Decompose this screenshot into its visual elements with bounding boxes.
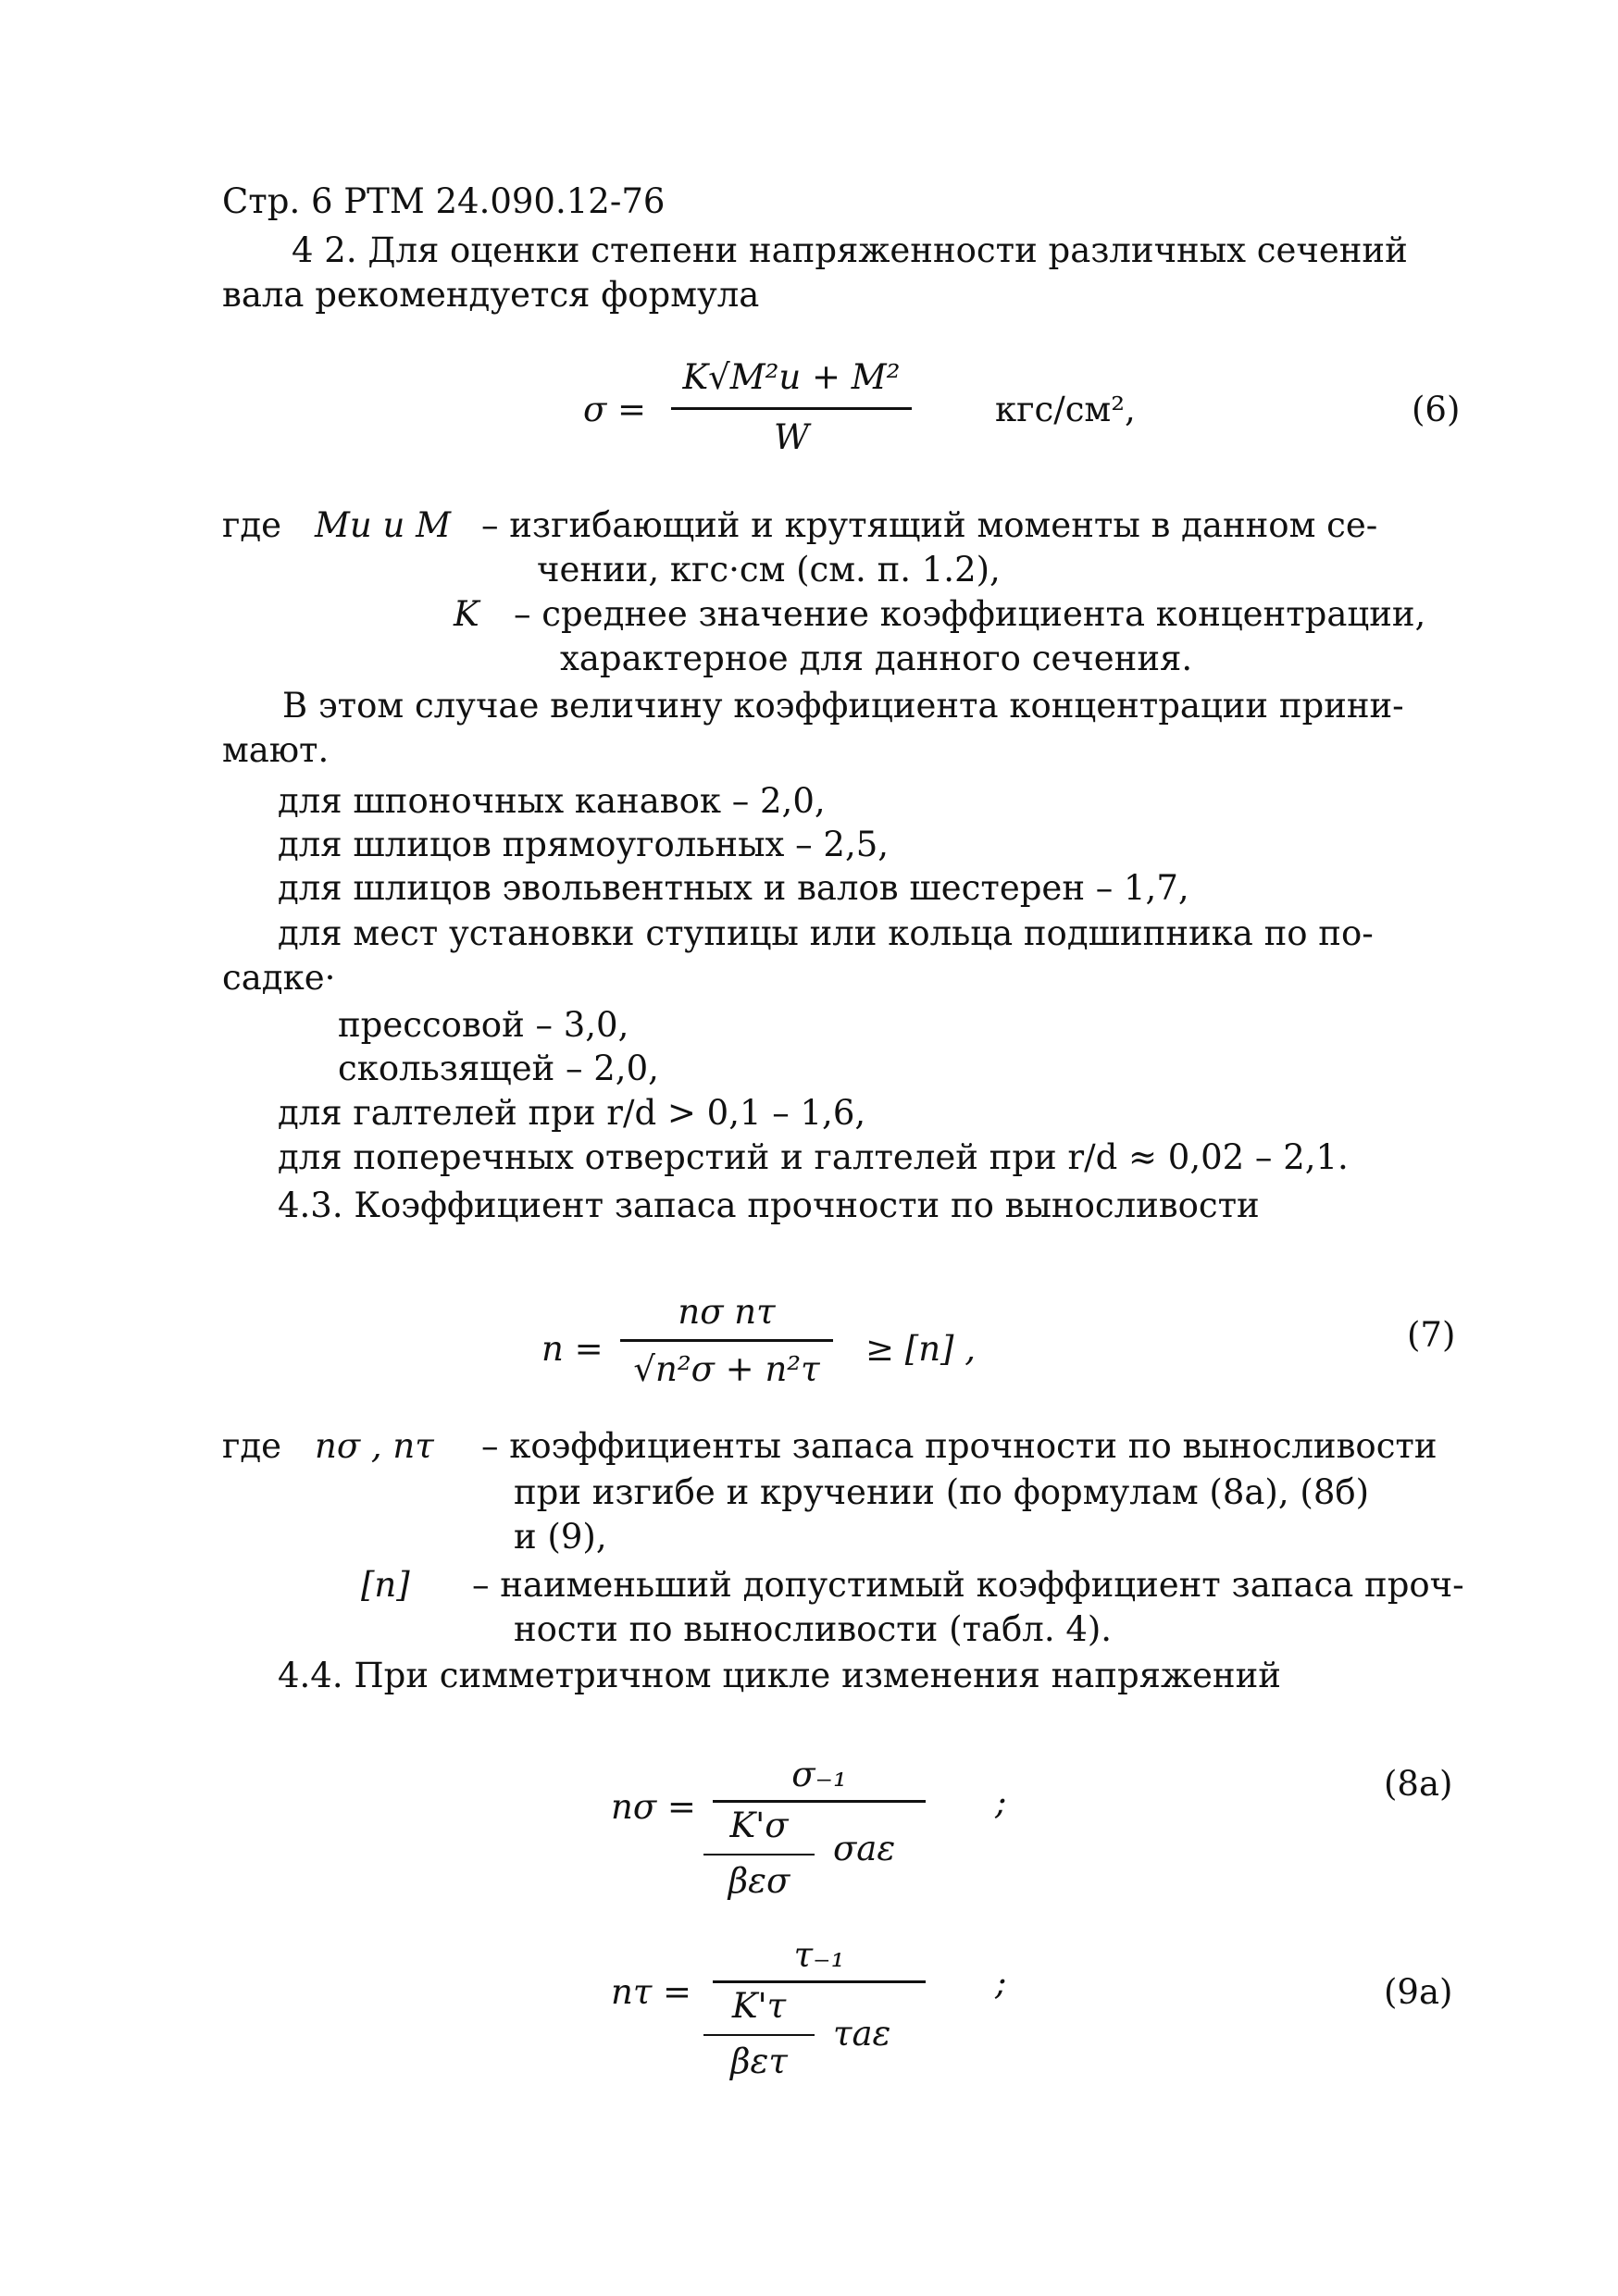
conc-item-8: для поперечных отверстий и галтелей при r/d ≈ 0,02 – 2,1. [278, 1137, 1349, 1177]
conc-item-4a: для мест установки ступицы или кольца подшипника по по- [278, 913, 1374, 953]
page-header: Стр. 6 РТМ 24.090.12-76 [222, 181, 666, 221]
eq8a-semicolon: ; [995, 1782, 1007, 1822]
conc-item-2: для шлицов прямоугольных – 2,5, [278, 825, 890, 864]
eq9a-fraction-bar [713, 1980, 926, 1983]
where7-line1: – коэффициенты запаса прочности по выносливости [481, 1426, 1438, 1466]
conc-item-4b: садке· [222, 958, 336, 998]
section-4-2-line2: вала рекомендуется формула [222, 275, 760, 315]
conc-item-6: скользящей – 2,0, [338, 1049, 659, 1088]
eq7-denominator: √n²σ + n²τ [633, 1349, 820, 1389]
section-4-4: 4.4. При симметричном цикле изменения напряжений [278, 1656, 1281, 1695]
conc-intro2: мают. [222, 730, 330, 770]
where7-line3: и (9), [514, 1517, 607, 1557]
where6-line3: – среднее значение коэффициента концентрации, [514, 594, 1426, 634]
eq6-label: (6) [1412, 390, 1461, 429]
eq9a-inner-bar [703, 2034, 815, 2036]
eq9a-tail: τaε [833, 2014, 891, 2054]
eq6-denominator: W [773, 417, 810, 457]
conc-item-7: для галтелей при r/d > 0,1 – 1,6, [278, 1093, 866, 1133]
eq9a-inner-numerator: K'τ [731, 1986, 787, 2026]
eq8a-label: (8а) [1384, 1764, 1453, 1804]
section-4-2-line1: 4 2. Для оценки степени напряженности различных сечений [292, 230, 1408, 270]
where7-line5: ности по выносливости (табл. 4). [514, 1609, 1113, 1649]
eq8a-inner-bar [703, 1854, 815, 1855]
where7-symbols: nσ , nτ [315, 1426, 434, 1466]
eq8a-numerator: σ₋₁ [791, 1755, 847, 1794]
eq7-lhs: n = [541, 1329, 604, 1369]
eq6-fraction-bar [671, 407, 912, 410]
conc-item-3: для шлицов эвольвентных и валов шестерен – 1,7, [278, 868, 1189, 908]
eq7-fraction-bar [620, 1339, 833, 1342]
eq8a-lhs: nσ = [611, 1787, 696, 1827]
eq8a-fraction-bar [713, 1800, 926, 1803]
eq8a-inner-denominator: βεσ [728, 1861, 790, 1901]
eq8a-tail: σaε [833, 1829, 896, 1868]
eq9a-semicolon: ; [995, 1963, 1007, 2003]
conc-item-1: для шпоночных канавок – 2,0, [278, 781, 826, 821]
where7-symbol-n: [n] [361, 1565, 410, 1605]
eq9a-lhs: nτ = [611, 1972, 692, 2012]
conc-item-5: прессовой – 3,0, [338, 1005, 629, 1045]
eq6-numerator: K√M²и + M² [682, 357, 901, 397]
eq9a-label: (9а) [1384, 1972, 1453, 2012]
eq9a-inner-denominator: βετ [730, 2042, 788, 2081]
where6-symbol-k: K [454, 594, 479, 634]
eq6-lhs: σ = [583, 390, 647, 429]
eq7-label: (7) [1407, 1315, 1456, 1355]
eq6-units: кгс/см², [995, 390, 1136, 429]
where6-line4: характерное для данного сечения. [560, 639, 1193, 678]
where6-symbols: Mи и M [315, 505, 451, 545]
eq9a-numerator: τ₋₁ [793, 1935, 845, 1975]
where7-line2: при изгибе и кручении (по формулам (8а), (8б) [514, 1472, 1370, 1512]
eq7-rhs: ≥ [n] , [865, 1329, 976, 1369]
where6-line1: – изгибающий и крутящий моменты в данном се- [481, 505, 1378, 545]
where6-prefix: где [222, 505, 282, 545]
eq7-numerator: nσ nτ [678, 1292, 776, 1332]
where7-prefix: где [222, 1426, 282, 1466]
where7-line4: – наименьший допустимый коэффициент запаса проч- [472, 1565, 1464, 1605]
eq8a-inner-numerator: K'σ [729, 1806, 789, 1845]
where6-line2: чении, кгс·см (см. п. 1.2), [537, 550, 1001, 590]
section-4-3: 4.3. Коэффициент запаса прочности по выносливости [278, 1185, 1260, 1225]
conc-intro1: В этом случае величину коэффициента концентрации прини- [282, 686, 1404, 726]
